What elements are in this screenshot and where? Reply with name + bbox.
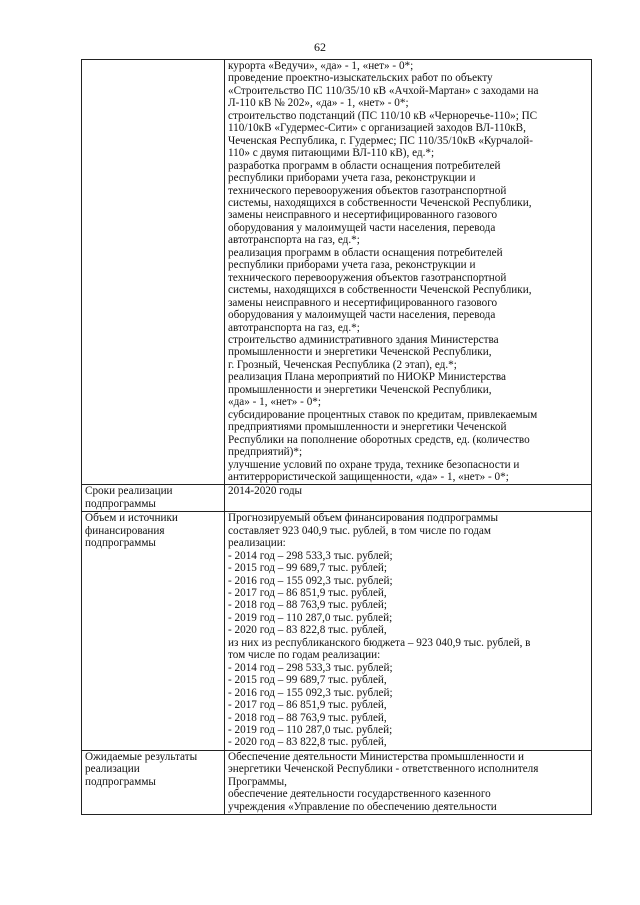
row-content-line: разработка программ в области оснащения потребителей <box>228 159 501 172</box>
row-label-cell <box>82 750 225 814</box>
row-label-line: подпрограммы <box>85 497 156 510</box>
row-content-line: Чеченская Республика, г. Гудермес; ПС 110/35/10кВ «Курчалой- <box>228 134 534 147</box>
row-content-line: оборудования у малоимущей части населения, перевода <box>228 309 496 322</box>
row-content-line: 110» с двумя питающими ВЛ-110 кВ), ед.*; <box>228 147 435 160</box>
row-content-line: системы, находящихся в собственности Чеченской Республики, <box>228 284 532 297</box>
row-content-line: технического перевооружения объектов газотранспортной <box>228 184 507 197</box>
row-content-line: автотранспорта на газ, ед.*; <box>228 234 360 247</box>
row-content-line: - 2018 год – 88 763,9 тыс. рублей; <box>228 599 388 612</box>
row-content-line: 110/10кВ «Гудермес-Сити» с организацией заходов ВЛ-110кВ, <box>228 122 526 135</box>
row-content-line: системы, находящихся в собственности Чеченской Республики, <box>228 196 532 209</box>
row-content-line: реализация Плана мероприятий по НИОКР Министерства <box>228 371 506 384</box>
row-content-line: улучшение условий по охране труда, технике безопасности и <box>228 458 520 471</box>
row-content-line: «да» - 1, «нет» - 0*; <box>228 396 321 409</box>
table-row <box>82 60 592 485</box>
row-label-line: Ожидаемые результаты <box>85 750 198 763</box>
passport-table <box>81 59 592 815</box>
row-content-cell <box>225 750 592 814</box>
row-label-cell <box>82 512 225 751</box>
row-label-line: подпрограммы <box>85 537 156 550</box>
row-content-line: промышленности и энергетики Чеченской Республики, <box>228 383 492 396</box>
row-content-line: из них из республиканского бюджета – 923 040,9 тыс. рублей, в <box>228 636 531 649</box>
table-row <box>82 512 592 751</box>
row-content-line: - 2017 год – 86 851,9 тыс. рублей, <box>228 699 387 712</box>
row-content-line: - 2015 год – 99 689,7 тыс. рублей; <box>228 562 388 575</box>
row-content-cell <box>225 512 592 751</box>
row-content-line: предприятий)*; <box>228 446 303 459</box>
row-content-line: том числе по годам реализации: <box>228 649 381 662</box>
row-content-line: замены неисправного и несертифицированного газового <box>228 296 498 309</box>
row-label-line: финансирования <box>85 524 165 537</box>
row-label-line: Сроки реализации <box>85 485 173 498</box>
row-content-line: проведение проектно-изыскательских работ по объекту <box>228 72 493 85</box>
row-content-line: обеспечение деятельности государственного казенного <box>228 788 491 801</box>
row-label-cell <box>82 60 225 485</box>
row-content-line: составляет 923 040,9 тыс. рублей, в том числе по годам <box>228 524 491 537</box>
row-content-line: республики приборами учета газа, реконструкции и <box>228 259 476 272</box>
table-row <box>82 485 592 512</box>
row-content-line: - 2018 год – 88 763,9 тыс. рублей, <box>228 711 387 724</box>
row-content-line: антитеррористической защищенности, «да» - 1, «нет» - 0*; <box>228 470 509 483</box>
row-content-line: энергетики Чеченской Республики - ответственного исполнителя <box>228 763 539 776</box>
row-content-line: - 2020 год – 83 822,8 тыс. рублей, <box>228 736 387 749</box>
row-content-line: 2014-2020 годы <box>228 485 303 498</box>
row-content-line: Республики на пополнение оборотных средств, ед. (количество <box>228 433 530 446</box>
row-content-line: г. Грозный, Чеченская Республика (2 этап), ед.*; <box>228 358 457 371</box>
row-content-line: - 2019 год – 110 287,0 тыс. рублей; <box>228 724 393 737</box>
row-content-line: Обеспечение деятельности Министерства промышленности и <box>228 750 524 763</box>
row-content-line: учреждения «Управление по обеспечению деятельности <box>228 800 497 813</box>
row-content-line: предприятиями промышленности и энергетики Чеченской <box>228 421 507 434</box>
row-content-line: Прогнозируемый объем финансирования подпрограммы <box>228 512 498 525</box>
row-content-line: субсидирование процентных ставок по кредитам, привлекаемым <box>228 408 538 421</box>
row-content-line: промышленности и энергетики Чеченской Республики, <box>228 346 492 359</box>
row-content-line: - 2014 год – 298 533,3 тыс. рублей; <box>228 549 393 562</box>
row-content-line: «Строительство ПС 110/35/10 кВ «Ачхой-Мартан» с заходами на <box>228 84 539 97</box>
row-label-line: Объем и источники <box>85 512 178 525</box>
row-content-line: автотранспорта на газ, ед.*; <box>228 321 360 334</box>
row-content-line: Программы, <box>228 775 287 788</box>
row-content-line: - 2017 год – 86 851,9 тыс. рублей, <box>228 587 387 600</box>
row-content-line: реализации: <box>228 537 286 550</box>
row-content-line: строительство административного здания Министерства <box>228 333 499 346</box>
row-content-line: - 2015 год – 99 689,7 тыс. рублей, <box>228 674 387 687</box>
row-content-line: - 2016 год – 155 092,3 тыс. рублей; <box>228 686 393 699</box>
row-content-line: оборудования у малоимущей части населения, перевода <box>228 221 496 234</box>
row-content-line: республики приборами учета газа, реконструкции и <box>228 172 476 185</box>
row-content-cell <box>225 60 592 485</box>
row-label-cell <box>82 485 225 512</box>
table-row <box>82 750 592 814</box>
row-label-line: реализации <box>85 763 140 776</box>
page-number: 62 <box>314 40 326 54</box>
row-content-line: реализация программ в области оснащения потребителей <box>228 246 503 259</box>
row-content-line: замены неисправного и несертифицированного газового <box>228 209 498 222</box>
row-content-line: технического перевооружения объектов газотранспортной <box>228 271 507 284</box>
row-content-line: - 2020 год – 83 822,8 тыс. рублей, <box>228 624 387 637</box>
row-label-line: подпрограммы <box>85 775 156 788</box>
row-content-line: строительство подстанций (ПС 110/10 кВ «Черноречье-110»; ПС <box>228 109 538 122</box>
row-content-line: - 2016 год – 155 092,3 тыс. рублей; <box>228 574 393 587</box>
row-content-line: Л-110 кВ № 202», «да» - 1, «нет» - 0*; <box>228 97 409 110</box>
row-content-cell <box>225 485 592 512</box>
row-content-line: - 2019 год – 110 287,0 тыс. рублей; <box>228 611 393 624</box>
row-content-line: курорта «Ведучи», «да» - 1, «нет» - 0*; <box>228 60 414 72</box>
row-content-line: - 2014 год – 298 533,3 тыс. рублей; <box>228 661 393 674</box>
